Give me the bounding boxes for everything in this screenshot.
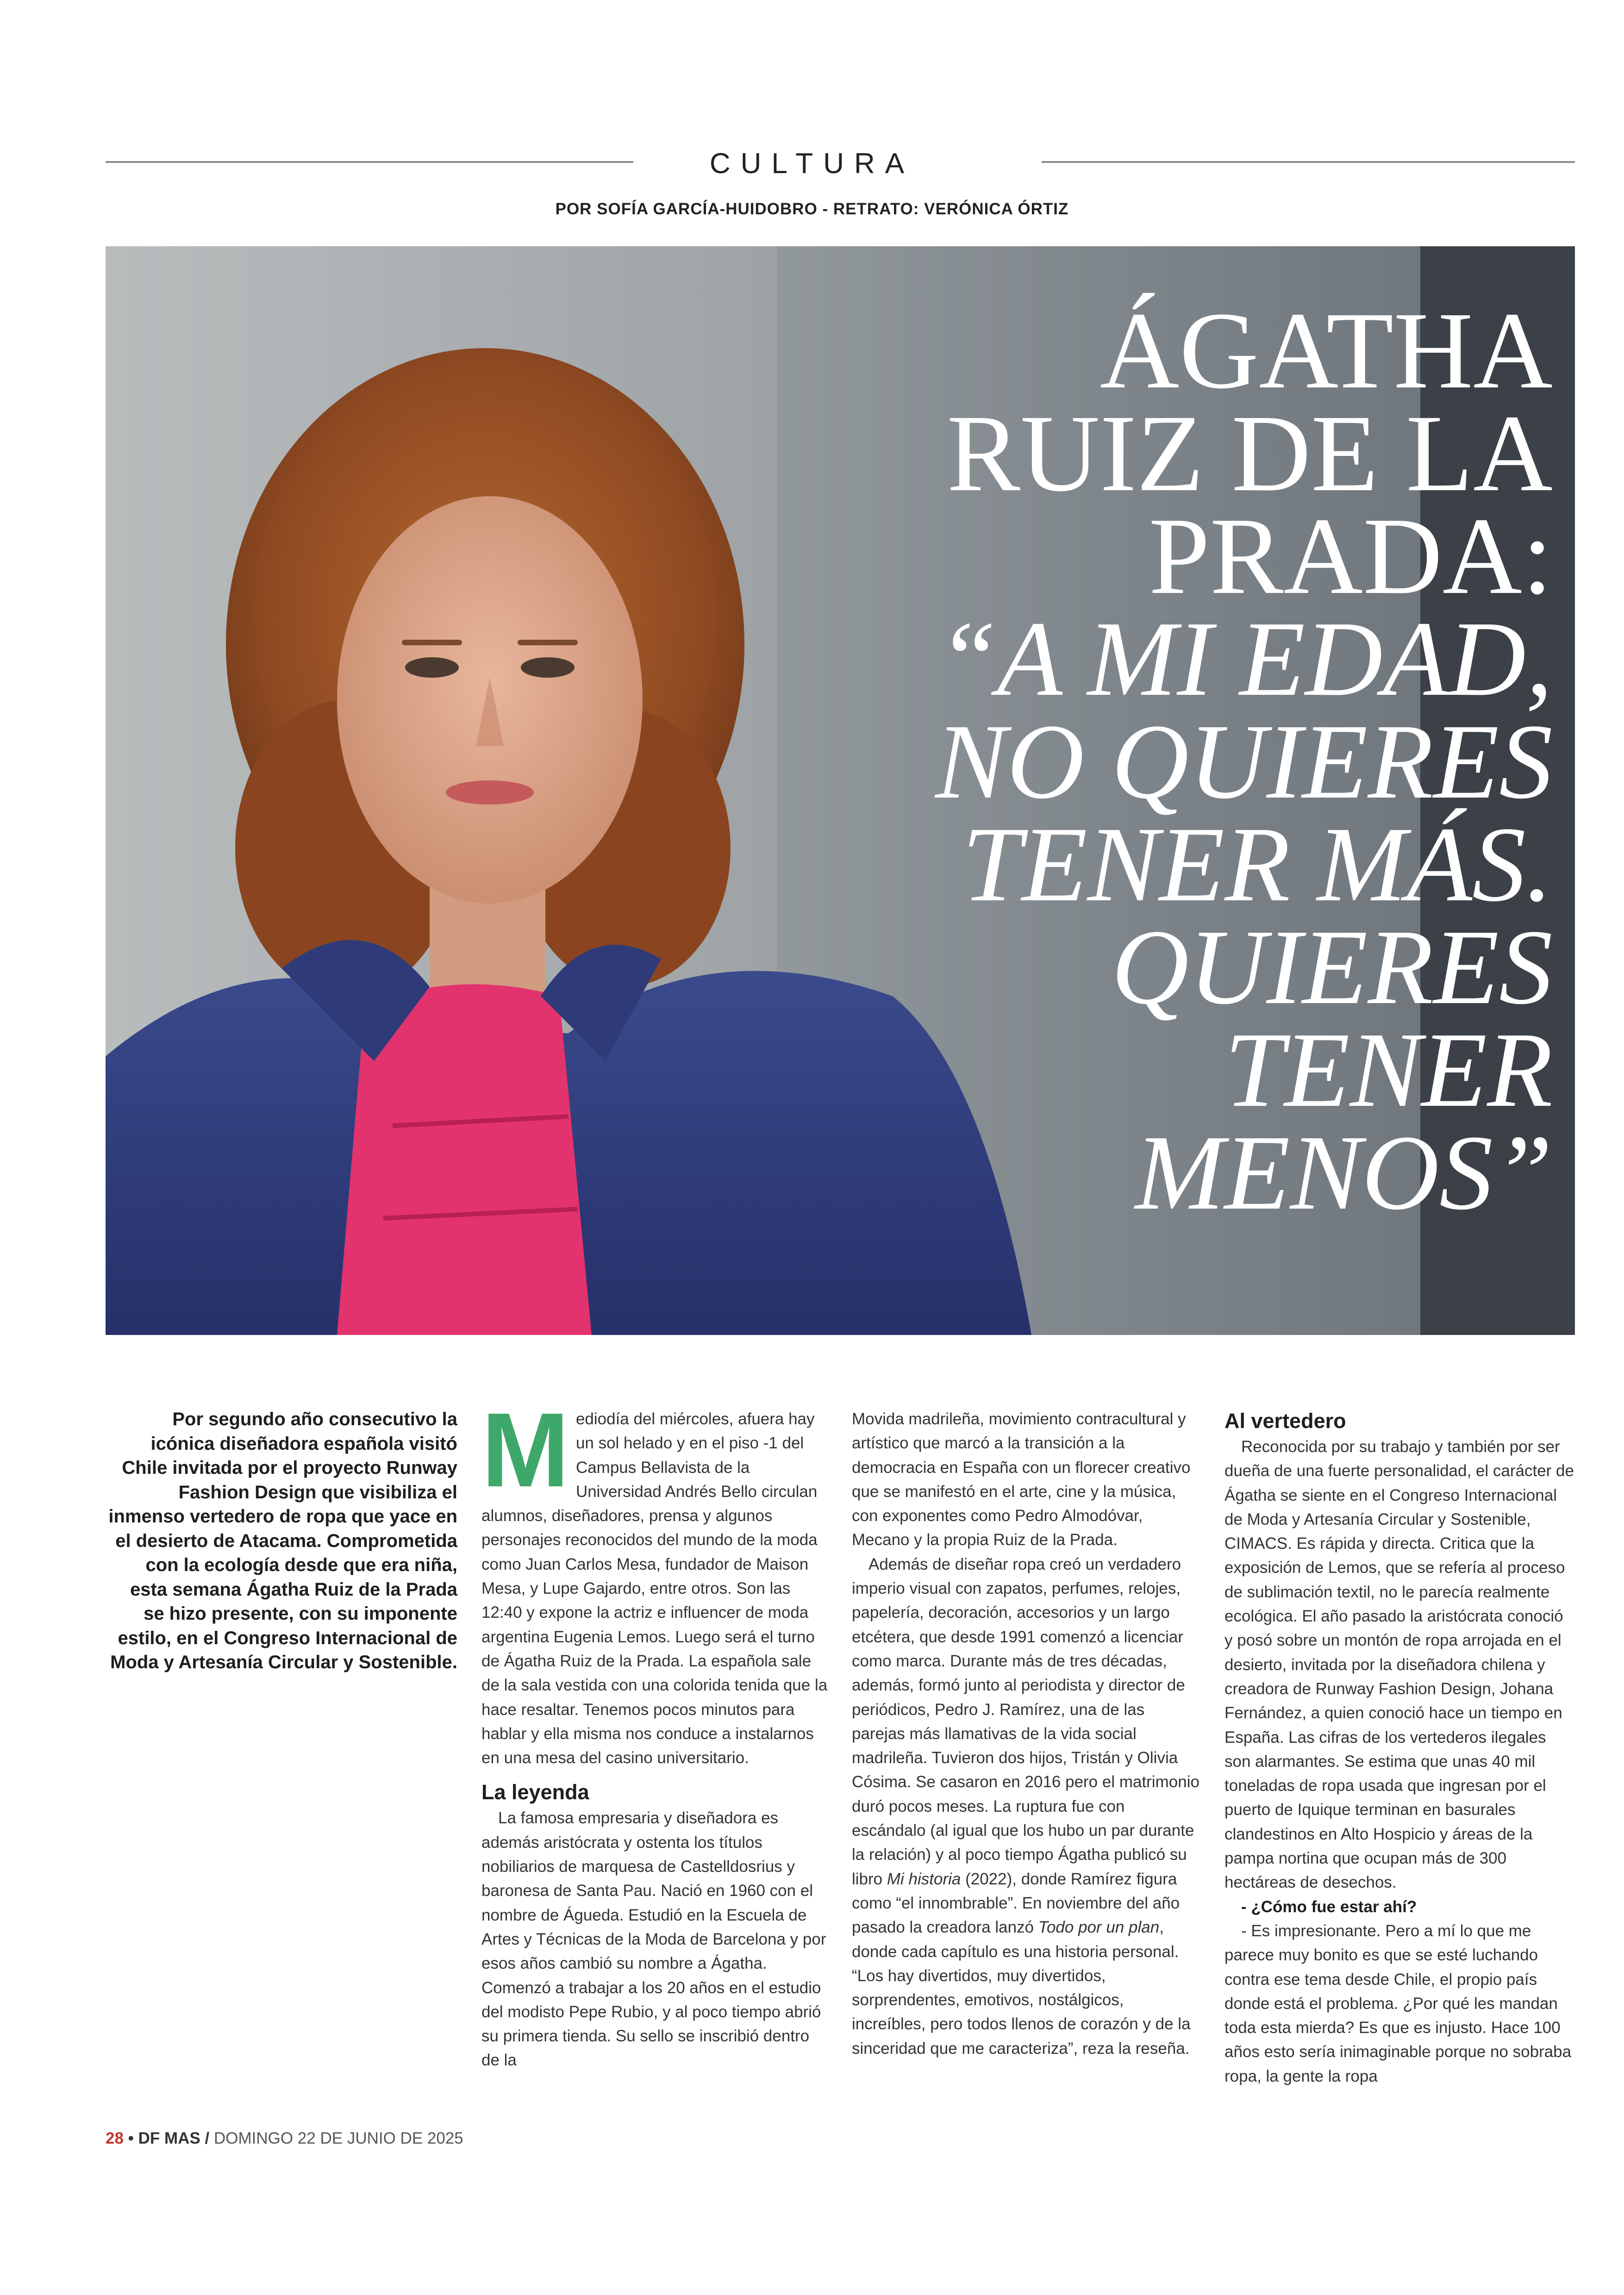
page-number: 28 bbox=[106, 2129, 124, 2147]
paragraph-text: Además de diseñar ropa creó un verdadero imperio visual con zapatos, perfumes, relojes, papelería, decoración, accesorios y un largo etcétera, que desde 1991 comenzó a licenciar como marca. Durante más de tres décadas, además, formó junto al periodista y director de periódicos, Pedro J. Ramírez, una de las parejas más llamativas de la vida social madrileña. Tuvieron dos hijos, Tristán y Olivia Cósima. Se casaron en 2016 pero el matrimonio duró pocos meses. La ruptura fue con escándalo (al igual que los hubo un par durante la relación) y al poco tiempo Ágatha publicó su libro bbox=[852, 1555, 1199, 1888]
paragraph: Movida madrileña, movimiento contracultural y artístico que marcó a la transición a la democracia en España con un florecer creativo que se manifestó en el arte, cine y la música, con exponentes como Pedro Almodóvar, Mecano y la propia Ruiz de la Prada. bbox=[852, 1410, 1191, 1549]
headline-quote-line: TENER MÁS. bbox=[962, 805, 1553, 924]
headline-line: RUIZ DE LA bbox=[947, 393, 1553, 514]
headline-line: PRADA: bbox=[1149, 495, 1553, 617]
interview-answer: - Es impresionante. Pero a mí lo que me parece muy bonito es que se esté luchando contra ese tema desde Chile, el propio país donde está el problema. ¿Por qué les mandan toda esta mierda? Es que es injusto. Hace 100 años esto sería inimaginable porque no sobraba ropa, la gente la ropa bbox=[1224, 1921, 1572, 2085]
headline-quote-line: TENER bbox=[1224, 1010, 1553, 1129]
section-title: CULTURA bbox=[709, 148, 915, 180]
paragraph-text: , donde cada capítulo es una historia personal. “Los hay divertidos, muy divertidos, sorprendentes, emotivos, nostálgicos, increíbles, pero todos llenos de corazón y de la sinceridad que me caracteriza”, reza la reseña. bbox=[852, 1918, 1191, 2058]
magazine-name: • DF MAS / bbox=[128, 2129, 210, 2147]
headline-quote-line: NO QUIERES bbox=[935, 702, 1553, 821]
paragraph-intro-text: ediodía del miércoles, afuera hay un sol helado y en el piso -1 del Campus Bellavista de la Universidad Andrés Bello circulan alumnos, diseñadores, prensa y algunos personajes reconocidos del mundo de la moda como Juan Carlos Mesa, fundador de Maison Mesa, y Lupe Gajardo, entre otros. Son las 12:40 y expone la actriz e influencer de moda argentina Eugenia Lemos. Luego será el turno de Ágatha Ruiz de la Prada. La española sale de la sala vestida con una colorida tenida que la hace resaltar. Tenemos pocos minutos para hablar y ella misma nos conduce a instalarnos en una mesa del casino universitario. bbox=[481, 1410, 828, 1767]
paragraph-text: (2022), donde Ramírez figura como “el innombrable”. En noviembre del año pasado la creadora lanzó bbox=[852, 1870, 1180, 1937]
issue-date: DOMINGO 22 DE JUNIO DE 2025 bbox=[214, 2129, 463, 2147]
byline: POR SOFÍA GARCÍA-HUIDOBRO - RETRATO: VERÓNICA ÓRTIZ bbox=[555, 200, 1069, 218]
headline-line: ÁGATHA bbox=[1099, 290, 1553, 412]
lede: Por segundo año consecutivo la icónica diseñadora española visitó Chile invitada por el proyecto Runway Fashion Design que visibiliza el inmenso vertedero de ropa que yace en el desierto de Atacama. Comprometida con la ecología desde que era niña, esta semana Ágatha Ruiz de la Prada se hizo presente, con su imponente estilo, en el Congreso Internacional de Moda y Artesanía Circular y Sostenible. bbox=[108, 1409, 457, 1672]
article-column-2 bbox=[852, 1407, 1200, 2061]
paragraph bbox=[852, 1553, 1200, 2061]
headline-quote-line: MENOS” bbox=[1135, 1113, 1553, 1232]
headline bbox=[858, 290, 1553, 1232]
article-column-3 bbox=[1224, 1407, 1575, 2089]
book-title: Todo por un plan bbox=[1038, 1918, 1160, 1937]
paragraph-intro bbox=[481, 1391, 829, 1770]
subhead-leyenda: La leyenda bbox=[481, 1780, 589, 1804]
paragraph: Reconocida por su trabajo y también por ser dueña de una fuerte personalidad, el carácter de Ágatha se siente en el Congreso Internacional de Moda y Artesanía Circular y Sostenible, CIMACS. Es rápida y directa. Critica que la exposición de Lemos, que se refería al proceso de sublimación textil, no le parecía realmente ecológica. El año pasado la aristócrata conoció y posó sobre un montón de ropa arrojada en el desierto, invitada por la diseñadora chilena y creadora de Runway Fashion Design, Johana Fernández, a quien conoció hace un tiempo en España. Las cifras de los vertederos ilegales son alarmantes. Se estima que unas 40 mil toneladas de ropa usada que ingresan por el puerto de Iquique terminan en basurales clandestinos en Alto Hospicio y áreas de la pampa nortina que ocupan más de 300 hectáreas de desechos. bbox=[1224, 1438, 1574, 1892]
interview-question: - ¿Cómo fue estar ahí? bbox=[1241, 1897, 1417, 1916]
drop-cap: M bbox=[481, 1391, 569, 1509]
page-footer bbox=[106, 2129, 463, 2148]
headline-quote-line: QUIERES bbox=[1111, 908, 1553, 1027]
paragraph: La famosa empresaria y diseñadora es además aristócrata y ostenta los títulos nobiliarios de marquesa de Castelldosrius y baronesa de Santa Pau. Nació en 1960 con el nombre de Águeda. Estudió en la Escuela de Artes y Técnicas de la Moda de Barcelona y por esos años cambió su nombre a Ágatha. Comenzó a trabajar a los 20 años en el estudio del modisto Pepe Rubio, y al poco tiempo abrió su primera tienda. Su sello se inscribió dentro de la bbox=[481, 1809, 826, 2070]
article-column-1 bbox=[481, 1391, 829, 2073]
book-title: Mi historia bbox=[887, 1870, 961, 1888]
hero-photo bbox=[106, 246, 1575, 1335]
headline-quote-line: “A MI EDAD, bbox=[937, 599, 1553, 718]
subhead-vertedero: Al vertedero bbox=[1224, 1409, 1346, 1433]
